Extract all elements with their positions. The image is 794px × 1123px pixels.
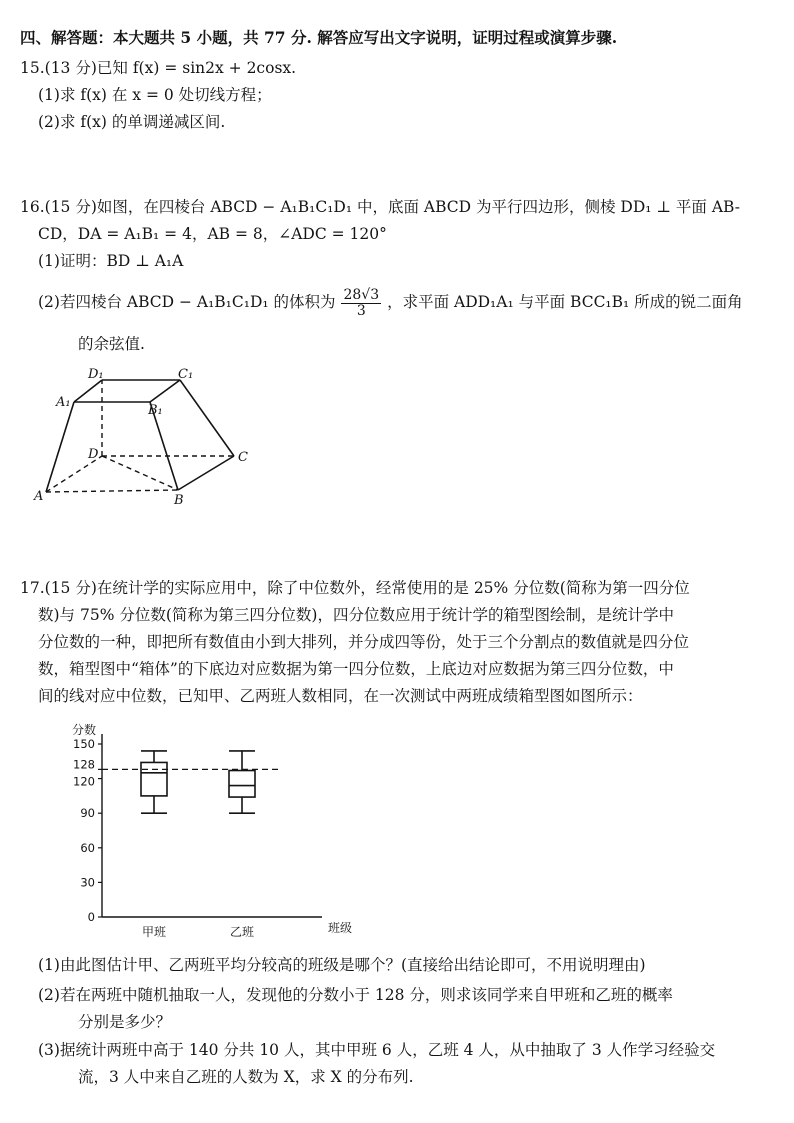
q17-part2-a: (2)若在两班中随机抽取一人，发现他的分数小于 128 分，则求该同学来自甲班和乙班的概率 [38, 986, 673, 1004]
q16-stem-line2: CD，DA = A₁B₁ = 4，AB = 8，∠ADC = 120° [38, 225, 387, 243]
label-D1: D₁ [88, 367, 104, 382]
q17-line5: 间的线对应中位数，已知甲、乙两班人数相同，在一次测试中两班成绩箱型图如图所示： [38, 687, 643, 705]
box-body [229, 771, 255, 798]
q17-line2: 数)与 75% 分位数(简称为第三四分位数)，四分位数应用于统计学的箱型图绘制，是统计学中 [38, 606, 674, 624]
q15-part1: (1)求 f(x) 在 x = 0 处切线方程； [38, 86, 272, 104]
frustum-figure [30, 360, 270, 510]
box-class-jia [141, 751, 167, 813]
q16-part1: (1)证明：BD ⊥ A₁A [38, 252, 184, 270]
edge-AA1 [46, 402, 74, 492]
label-B: B [174, 493, 184, 508]
edge-AB [46, 490, 178, 492]
q15-stem: 15.(13 分)已知 f(x) = sin2x + 2cosx. [20, 59, 297, 77]
label-C: C [238, 450, 248, 465]
q17-part2-b: 分别是多少？ [78, 1013, 172, 1031]
x-category-label: 甲班 [141, 925, 167, 939]
section-header: 四、解答题：本大题共 5 小题，共 77 分. 解答应写出文字说明，证明过程或演算步骤. [20, 28, 618, 47]
y-axis-title: 分数 [72, 723, 97, 737]
box-body [141, 762, 167, 795]
q16-part2-end: 的余弦值. [78, 335, 145, 353]
volume-denominator: 3 [356, 302, 366, 319]
label-B1: B₁ [148, 403, 163, 418]
q16-part2-pre: (2)若四棱台 ABCD − A₁B₁C₁D₁ 的体积为 [38, 293, 336, 311]
q16-stem-line1: 16.(15 分)如图，在四棱台 ABCD − A₁B₁C₁D₁ 中，底面 ABCD 为平行四边形，侧棱 DD₁ ⊥ 平面 AB- [20, 198, 740, 216]
q17-line3: 分位数的一种，即把所有数值由小到大排列，并分成四等份，处于三个分割点的数值就是四分位 [38, 633, 690, 651]
q17-line1: 17.(15 分)在统计学的实际应用中，除了中位数外，经常使用的是 25% 分位数(简称为第一四分位 [20, 579, 690, 597]
edge-CC1 [180, 380, 234, 456]
y-tick-label: 120 [73, 774, 95, 789]
q17-part3-a: (3)据统计两班中高于 140 分共 10 人，其中甲班 6 人，乙班 4 人，从中抽取了 3 人作学习经验交 [38, 1041, 716, 1059]
volume-fraction [341, 288, 381, 319]
y-tick-label: 128 [73, 757, 95, 772]
y-tick-label: 150 [73, 737, 95, 751]
q17-part3-b: 流，3 人中来自乙班的人数为 X，求 X 的分布列. [78, 1068, 414, 1086]
y-tick-label: 60 [80, 840, 95, 855]
label-A: A [34, 489, 44, 504]
volume-numerator: 28√3 [343, 286, 380, 303]
q16-part2 [38, 286, 743, 319]
label-A1: A₁ [56, 395, 71, 410]
label-C1: C₁ [178, 367, 194, 382]
y-tick-label: 0 [87, 910, 95, 924]
y-tick-label: 30 [80, 875, 95, 890]
edge-BC [178, 456, 234, 490]
q15-part2: (2)求 f(x) 的单调递减区间. [38, 113, 226, 131]
boxplot-chart [60, 720, 380, 950]
x-category-label: 乙班 [229, 925, 255, 939]
edge-B1C1 [150, 380, 180, 402]
box-class-yi [229, 751, 255, 813]
q17-part1: (1)由此图估计甲、乙两班平均分较高的班级是哪个？(直接给出结论即可，不用说明理由) [38, 956, 646, 974]
label-D: D [88, 447, 99, 462]
edge-D1A1 [74, 380, 102, 402]
x-axis-title: 班级 [328, 921, 353, 935]
q16-part2-post: ，求平面 ADD₁A₁ 与平面 BCC₁B₁ 所成的锐二面角 [387, 293, 743, 311]
q17-line4: 数，箱型图中“箱体”的下底边对应数据为第一四分位数，上底边对应数据为第三四分位数，中 [38, 660, 674, 678]
diag-BD [102, 456, 178, 490]
y-tick-label: 90 [80, 806, 95, 821]
